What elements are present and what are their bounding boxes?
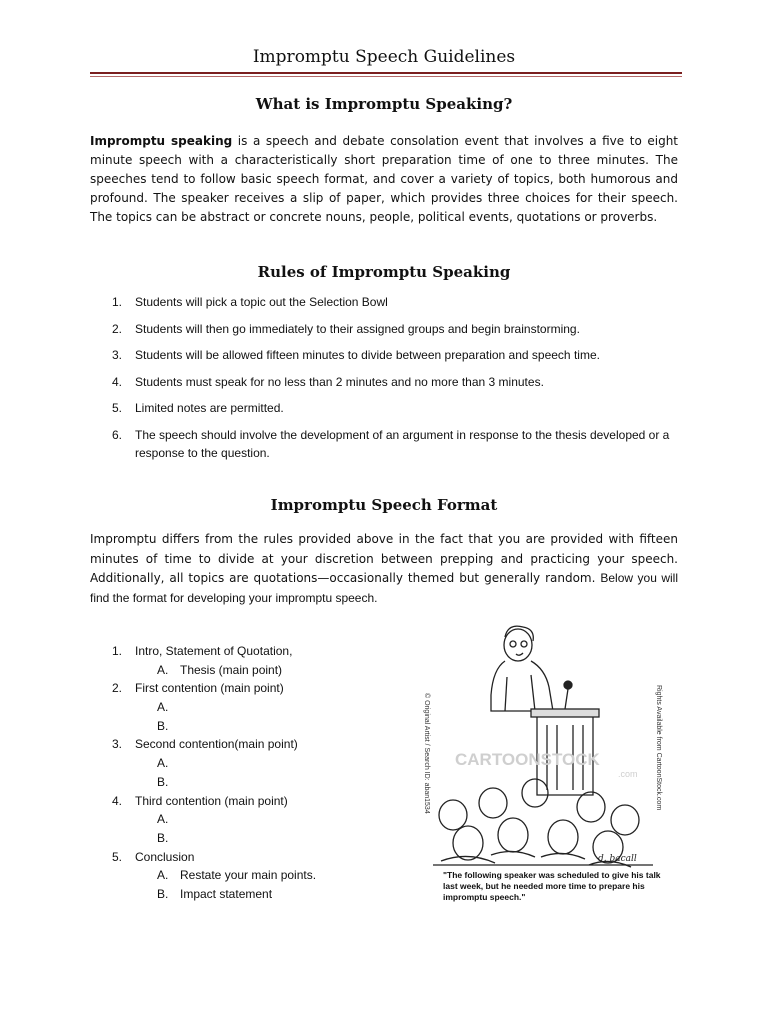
right-credit: Rights Available from CartoonStock.com bbox=[655, 685, 662, 811]
left-credit: © Original Artist / Search ID: aban1534 bbox=[423, 693, 430, 814]
outline-sub-text: Thesis (main point) bbox=[180, 662, 283, 677]
outline-sub-letter: A. bbox=[157, 756, 169, 771]
definition-text: is a speech and debate consolation event that involves a five to eight minute speech with a characteristically short preparation time of one to three minutes. The speeches tend to follow basic speech format, and cover a variety of topics, both humorous and profound. The speaker receives a slip of paper, which provides three choices for their speech. The topics can be abstract or concrete nouns, people, political events, quotations or proverbs. bbox=[90, 134, 679, 224]
outline-sub-letter: B. bbox=[157, 718, 169, 733]
outline-subitem bbox=[112, 885, 402, 904]
watermark-text: CARTOONSTOCK bbox=[455, 750, 600, 769]
watermark-sub: .com bbox=[618, 769, 638, 779]
outline-subitem bbox=[112, 773, 402, 792]
rule-text: The speech should involve the development of an argument in response to the thesis developed or a response to the question. bbox=[135, 427, 670, 460]
outline-sub-letter: A. bbox=[157, 812, 169, 827]
outline-sub-letter: B. bbox=[157, 886, 169, 901]
speech-outline bbox=[112, 642, 402, 904]
rule-text: Limited notes are permitted. bbox=[135, 401, 284, 415]
outline-number: 1. bbox=[112, 644, 123, 658]
outline-subitem bbox=[112, 866, 402, 885]
outline-sub-text: Impact statement bbox=[180, 886, 273, 901]
rule-number: 3. bbox=[112, 348, 123, 362]
format-text: Impromptu differs from the rules provided above in the fact that you are provided with fifteen minutes of time to divide at your discretion between prepping and practicing your speech. Additionally, all topics are quotations—occasionally themed but generally random. bbox=[90, 532, 678, 585]
title-rule-thin bbox=[90, 76, 682, 77]
outline-sub-letter: A. bbox=[157, 868, 169, 883]
outline-number: 4. bbox=[112, 793, 123, 808]
outline-text: First contention (main point) bbox=[135, 681, 284, 696]
outline-sub-letter: A. bbox=[157, 662, 169, 677]
outline-sub-letter: B. bbox=[157, 774, 169, 789]
outline-sub-letter: A. bbox=[157, 700, 169, 715]
outline-item bbox=[112, 848, 402, 867]
cartoon-caption: "The following speaker was scheduled to give his talk last week, but he needed more time to prepare his impromptu speech." bbox=[443, 870, 661, 902]
outline-subitem bbox=[112, 754, 402, 773]
outline-number: 3. bbox=[112, 737, 123, 752]
rule-text: Students will then go immediately to their assigned groups and begin brainstorming. bbox=[135, 321, 580, 336]
outline-number: 5. bbox=[112, 849, 123, 864]
rule-item bbox=[90, 426, 680, 462]
rule-text: Students will be allowed fifteen minutes to divide between preparation and speech time. bbox=[135, 348, 600, 362]
outline-item bbox=[112, 642, 402, 661]
rule-item bbox=[90, 293, 680, 311]
outline-subitem bbox=[112, 661, 402, 680]
rule-number: 4. bbox=[112, 374, 123, 389]
rule-item bbox=[90, 320, 680, 338]
outline-number: 2. bbox=[112, 681, 123, 696]
outline-text: Third contention (main point) bbox=[135, 793, 288, 808]
what-is-paragraph bbox=[90, 132, 678, 227]
rule-number: 2. bbox=[112, 321, 123, 336]
rule-number: 5. bbox=[112, 401, 123, 415]
rule-item bbox=[90, 399, 680, 417]
outline-subitem bbox=[112, 810, 402, 829]
outline-text: Conclusion bbox=[135, 849, 195, 864]
format-paragraph bbox=[90, 530, 678, 608]
cartoon-illustration bbox=[413, 625, 671, 910]
rules-list bbox=[90, 293, 680, 470]
outline-subitem bbox=[112, 698, 402, 717]
rule-text: Students will pick a topic out the Selection Bowl bbox=[135, 295, 388, 309]
section-heading-rules: Rules of Impromptu Speaking bbox=[257, 263, 511, 281]
outline-text: Second contention(main point) bbox=[135, 737, 298, 752]
rule-number: 1. bbox=[112, 295, 123, 309]
rule-item bbox=[90, 373, 680, 391]
title-rule bbox=[90, 72, 682, 74]
rule-number: 6. bbox=[112, 427, 123, 442]
section-heading-format: Impromptu Speech Format bbox=[270, 496, 498, 514]
outline-subitem bbox=[112, 829, 402, 848]
artist-signature: d. bacall bbox=[598, 854, 637, 864]
outline-item bbox=[112, 792, 402, 811]
outline-sub-letter: B. bbox=[157, 830, 169, 845]
section-heading-what-is: What is Impromptu Speaking? bbox=[255, 95, 513, 113]
term-impromptu-speaking: Impromptu speaking bbox=[90, 134, 233, 148]
outline-item bbox=[112, 735, 402, 754]
rule-item bbox=[90, 346, 680, 364]
outline-text: Intro, Statement of Quotation, bbox=[135, 644, 293, 658]
document-title: Impromptu Speech Guidelines bbox=[252, 47, 516, 67]
outline-sub-text: Restate your main points. bbox=[180, 868, 317, 883]
format-text-tail: Below you will find the format for developing your impromptu speech. bbox=[90, 571, 678, 605]
rule-text: Students must speak for no less than 2 minutes and no more than 3 minutes. bbox=[135, 374, 544, 389]
outline-subitem bbox=[112, 717, 402, 736]
outline-item bbox=[112, 679, 402, 698]
